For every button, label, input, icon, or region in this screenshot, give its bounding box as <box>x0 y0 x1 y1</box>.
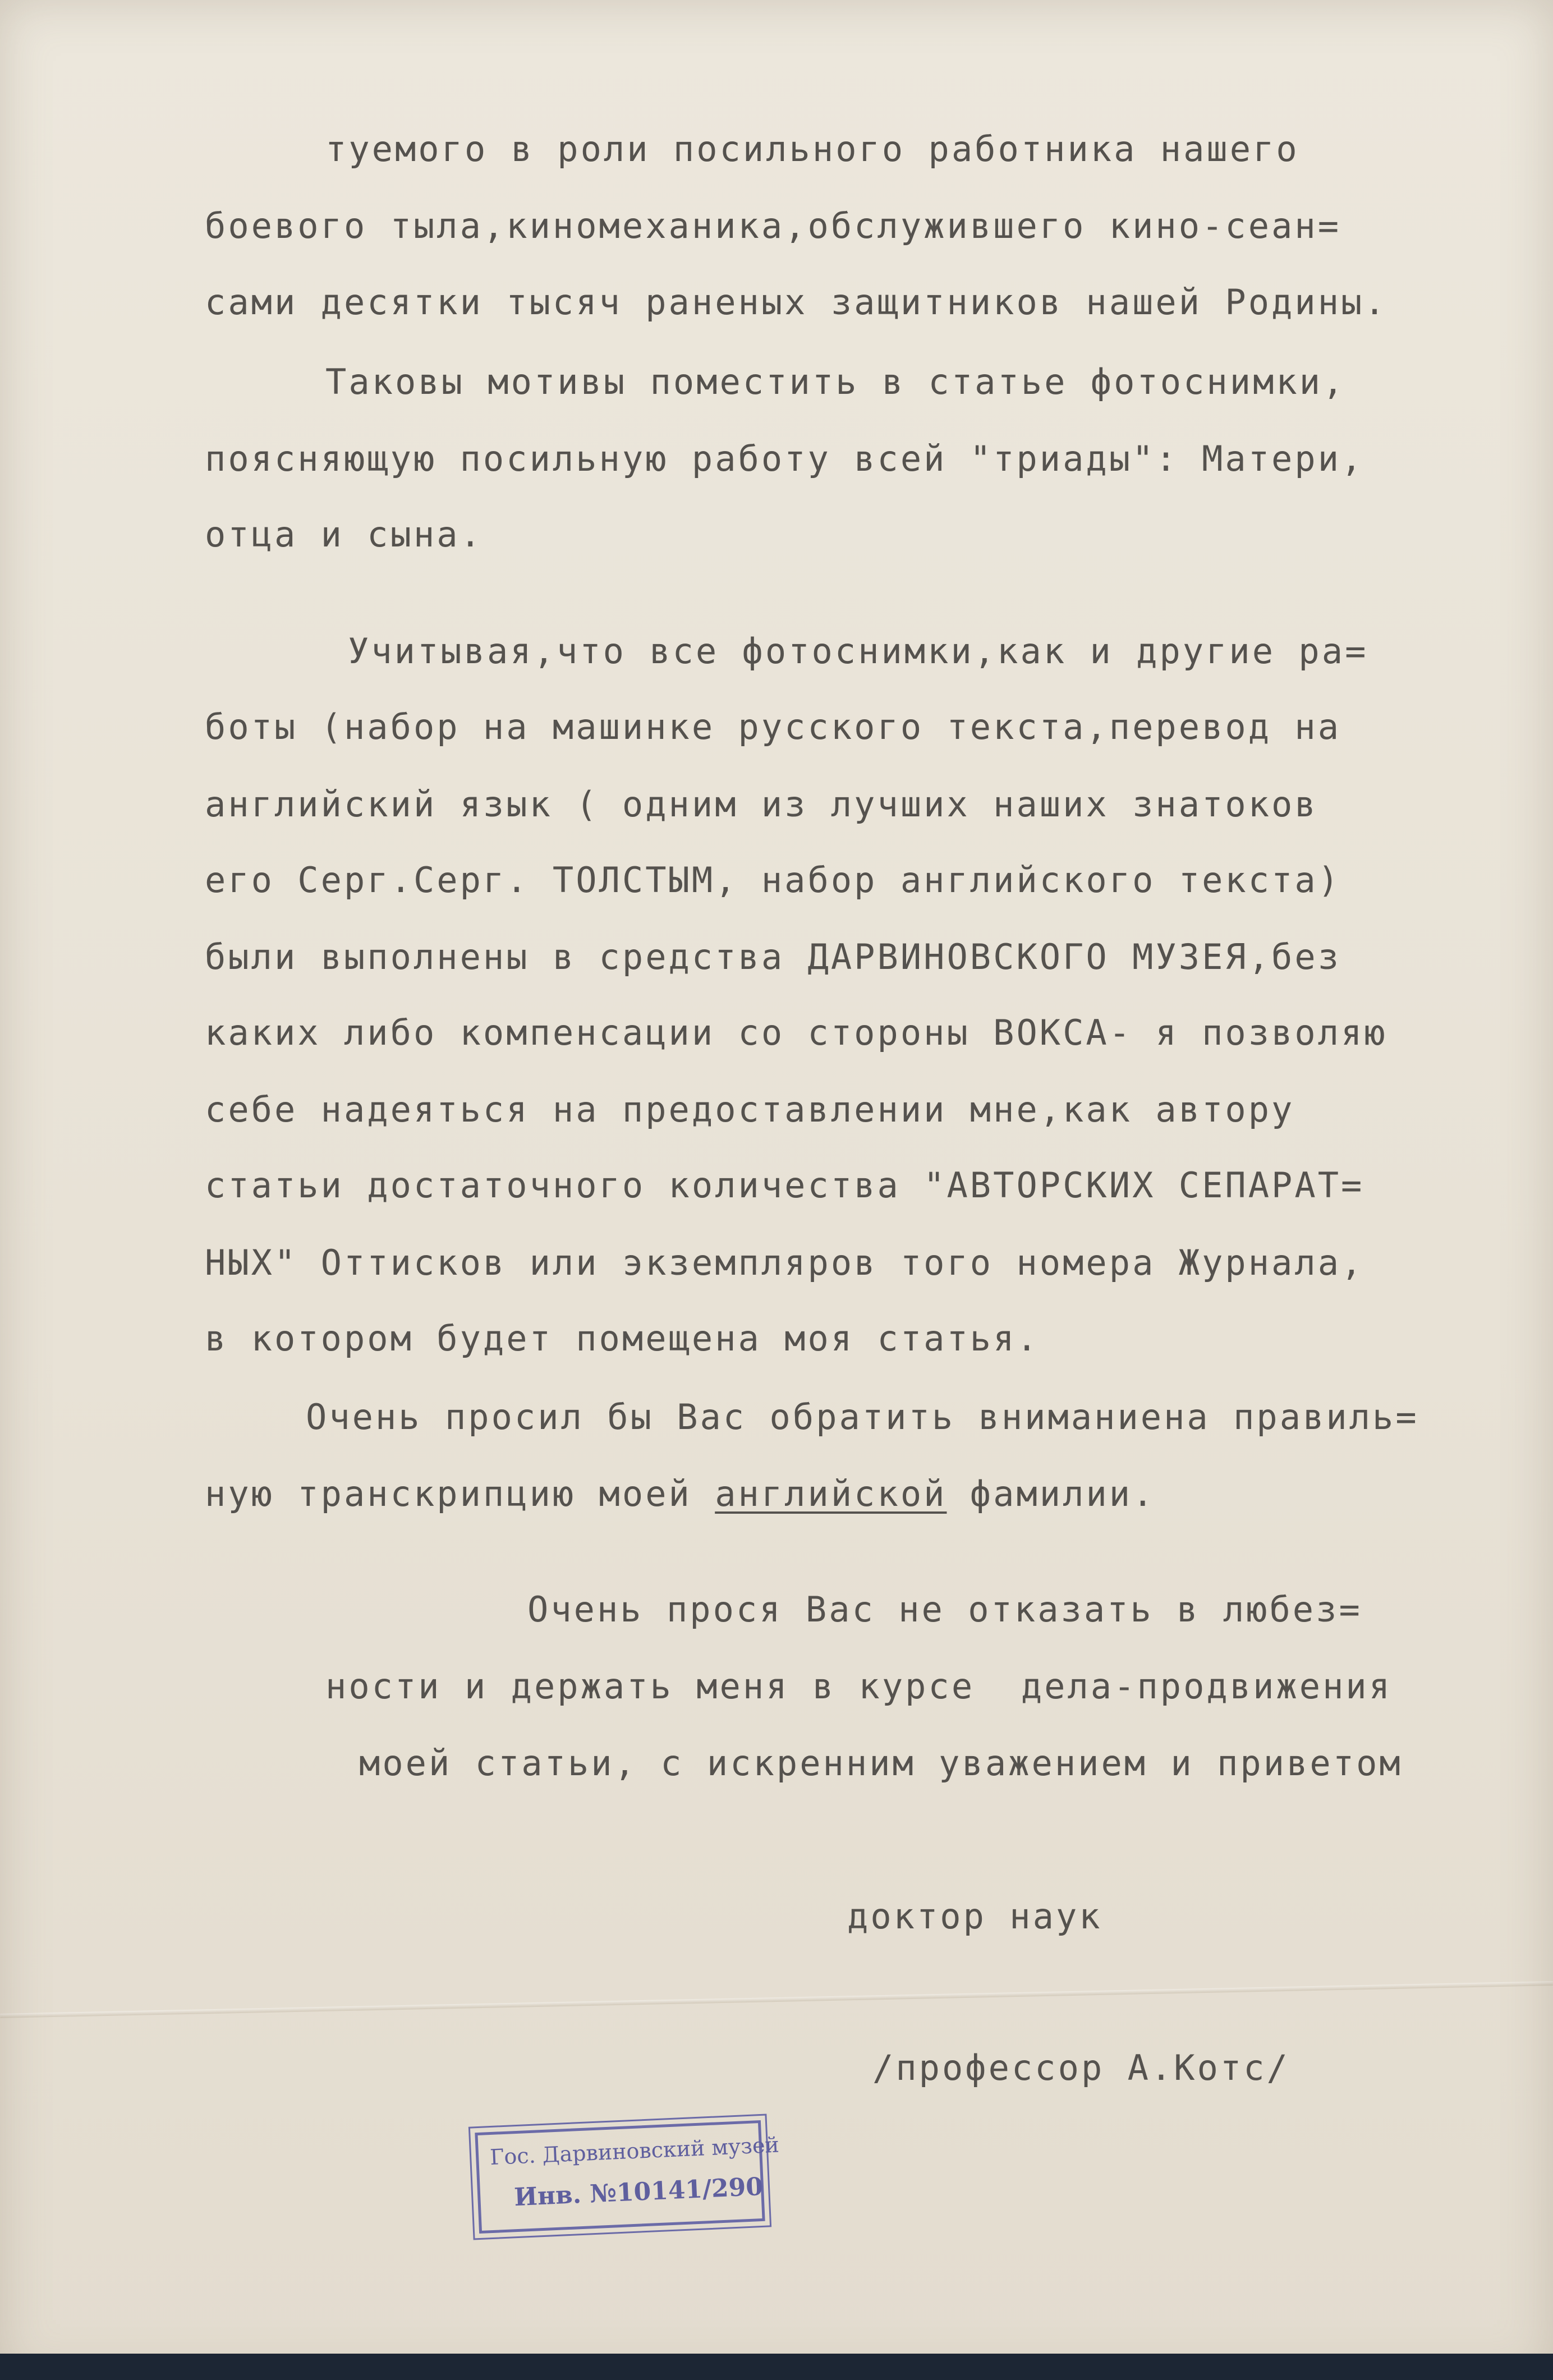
letter-line-13: себе надеяться на предоставлении мне,как автору <box>205 1089 1295 1130</box>
underlined-word: английской <box>715 1473 947 1514</box>
letter-line-18 <box>205 1473 1156 1514</box>
letter-line-17: Очень просил бы Вас обратить вниманиена правиль= <box>306 1396 1419 1437</box>
closing-line-3: моей статьи, с искренним уважением и приветом <box>359 1743 1403 1784</box>
letter-line-15: НЫХ" Оттисков или экземпляров того номера Журнала, <box>205 1242 1364 1283</box>
letter-line-14: статьи достаточного количества "АВТОРСКИХ СЕПАРАТ= <box>205 1165 1364 1206</box>
letter-line-11: были выполнены в средства ДАРВИНОВСКОГО МУЗЕЯ,без <box>205 936 1341 977</box>
letter-line-1: туемого в роли посильного работника нашего <box>325 128 1299 169</box>
letter-line-9: английский язык ( одним из лучших наших знатоков <box>205 784 1318 825</box>
paper-fold <box>0 1981 1553 2018</box>
letter-line-7: Учитывая,что все фотоснимки,как и другие ра= <box>348 631 1368 672</box>
letter-line-2: боевого тыла,киномеханика,обслужившего кино-сеан= <box>205 205 1341 246</box>
museum-inventory-stamp <box>475 2120 780 2234</box>
stamp-inventory-number: Инв. №10141/290 <box>513 2172 764 2212</box>
signature-title: доктор наук <box>847 1896 1102 1937</box>
letter-line-18-end: фамилии. <box>946 1473 1156 1514</box>
letter-line-18-start: ную транскрипцию моей <box>205 1473 715 1514</box>
letter-line-16: в котором будет помещена моя статья. <box>205 1318 1040 1359</box>
letter-line-8: боты (набор на машинке русского текста,перевод на <box>205 706 1341 747</box>
letter-line-4: Таковы мотивы поместить в статье фотоснимки, <box>325 361 1346 402</box>
signature-name: /профессор А.Котс/ <box>872 2047 1290 2088</box>
letter-line-10: его Серг.Серг. ТОЛСТЫМ, набор английского текста) <box>205 860 1341 900</box>
closing-line-2: ности и держать меня в курсе дела-продвижения <box>325 1666 1393 1707</box>
scan-background-strip <box>0 2354 1553 2380</box>
stamp-museum-name: Гос. Дарвиновский музей <box>489 2132 780 2170</box>
closing-line-1: Очень прося Вас не отказать в любез= <box>527 1589 1362 1630</box>
letter-line-5: поясняющую посильную работу всей "триады": Матери, <box>205 438 1364 479</box>
letter-line-3: сами десятки тысяч раненых защитников нашей Родины. <box>205 282 1387 323</box>
letter-line-6: отца и сына. <box>205 514 483 555</box>
letter-line-12: каких либо компенсации со стороны ВОКСА- я позволяю <box>205 1012 1387 1053</box>
